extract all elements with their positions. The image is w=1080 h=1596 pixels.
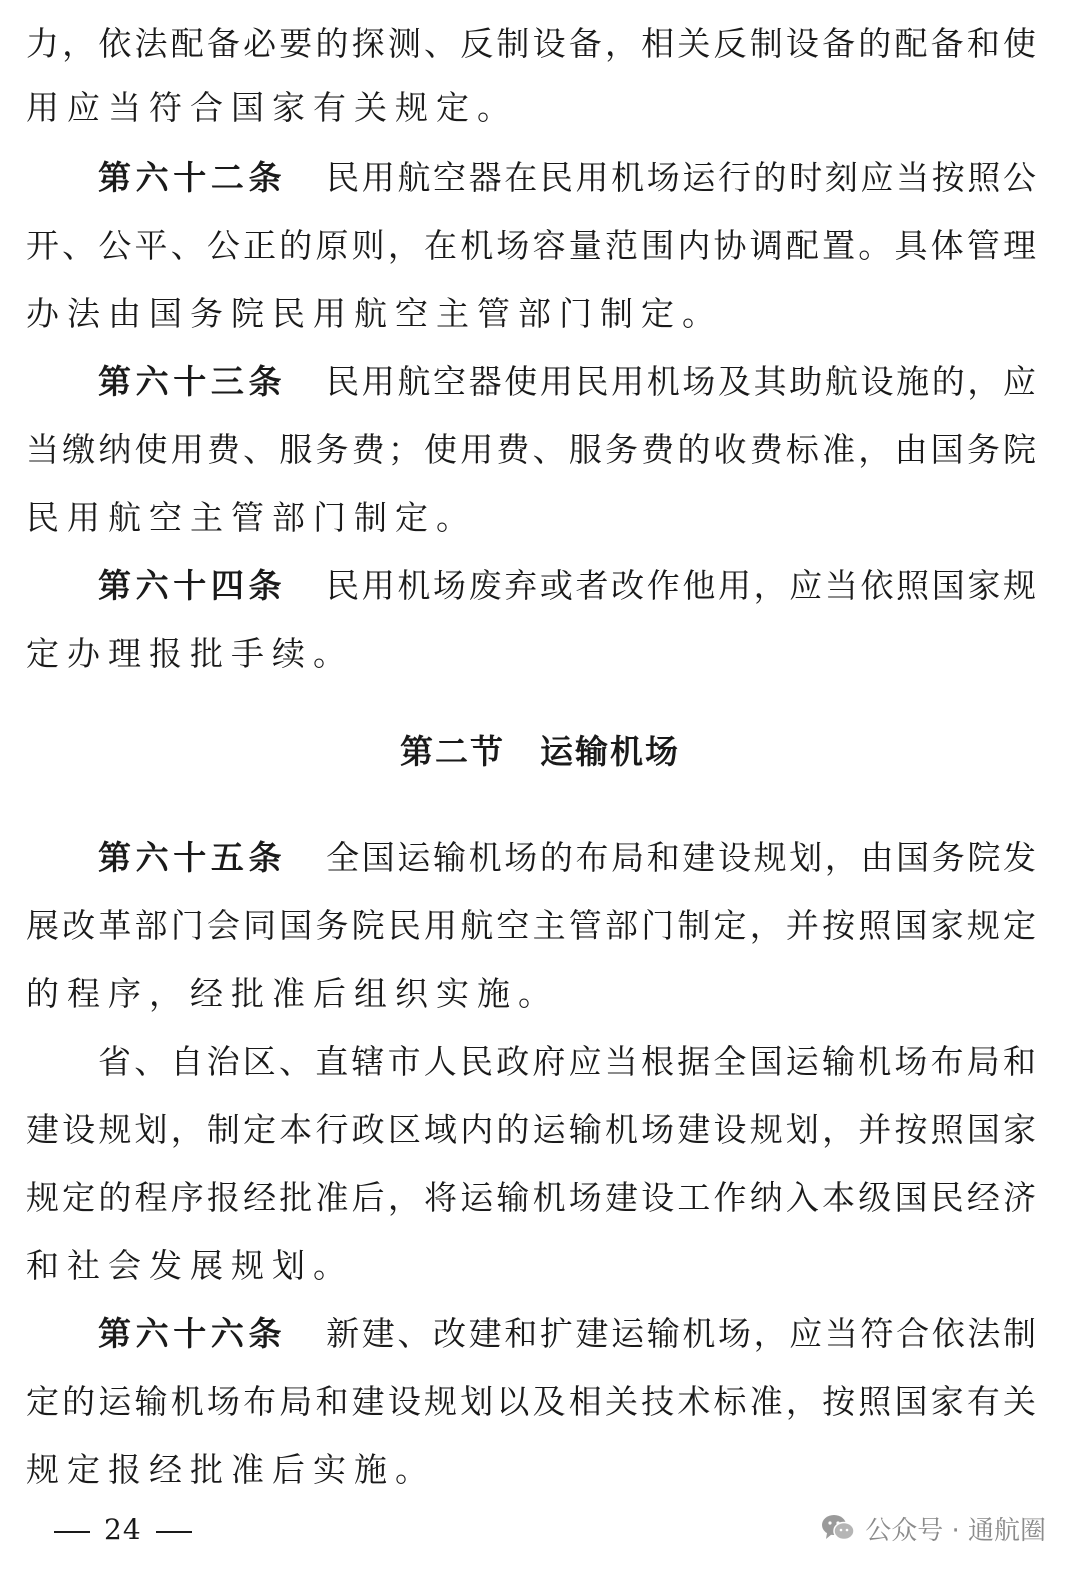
article-number: 第六十五条	[98, 838, 287, 877]
text-line: 当缴纳使用费、服务费；使用费、服务费的收费标准，由国务院	[26, 430, 1036, 469]
text-line: 力，依法配备必要的探测、反制设备，相关反制设备的配备和使	[26, 24, 1036, 63]
text-line: 定办理报批手续。	[26, 634, 354, 673]
text-line: 的程序，经批准后组织实施。	[26, 974, 559, 1013]
article-line: 第六十四条 民用机场废弃或者改作他用，应当依照国家规	[98, 566, 1036, 605]
text-line: 和社会发展规划。	[26, 1246, 354, 1285]
page-number-dash-left	[54, 1531, 90, 1533]
article-number: 第六十四条	[98, 566, 287, 605]
paragraph-first-line: 省、自治区、直辖市人民政府应当根据全国运输机场布局和	[98, 1042, 1036, 1081]
text-line: 展改革部门会同国务院民用航空主管部门制定，并按照国家规定	[26, 906, 1036, 945]
text-line: 办法由国务院民用航空主管部门制定。	[26, 294, 723, 333]
text-line: 规定的程序报经批准后，将运输机场建设工作纳入本级国民经济	[26, 1178, 1036, 1217]
article-number: 第六十二条	[98, 158, 287, 197]
article-number: 第六十六条	[98, 1314, 287, 1353]
wechat-icon	[821, 1513, 855, 1543]
section-heading: 第二节 运输机场	[400, 732, 680, 771]
article-line: 第六十六条 新建、改建和扩建运输机场，应当符合依法制	[98, 1314, 1036, 1353]
text-line: 民用航空主管部门制定。	[26, 498, 477, 537]
page-number-dash-right	[156, 1531, 192, 1533]
page-number-text: 24	[104, 1513, 142, 1546]
watermark	[821, 1506, 1046, 1550]
text-line: 定的运输机场布局和建设规划以及相关技术标准，按照国家有关	[26, 1382, 1036, 1421]
text-line: 用应当符合国家有关规定。	[26, 88, 518, 127]
text-line: 规定报经批准后实施。	[26, 1450, 436, 1489]
article-line: 第六十二条 民用航空器在民用机场运行的时刻应当按照公	[98, 158, 1036, 197]
watermark-text: 公众号 · 通航圈	[865, 1515, 1046, 1546]
text-line: 建设规划，制定本行政区域内的运输机场建设规划，并按照国家	[26, 1110, 1036, 1149]
text-line: 开、公平、公正的原则，在机场容量范围内协调配置。具体管理	[26, 226, 1036, 265]
article-number: 第六十三条	[98, 362, 287, 401]
article-line: 第六十五条 全国运输机场的布局和建设规划，由国务院发	[98, 838, 1036, 877]
article-line: 第六十三条 民用航空器使用民用机场及其助航设施的，应	[98, 362, 1036, 401]
page-number	[40, 1508, 206, 1552]
